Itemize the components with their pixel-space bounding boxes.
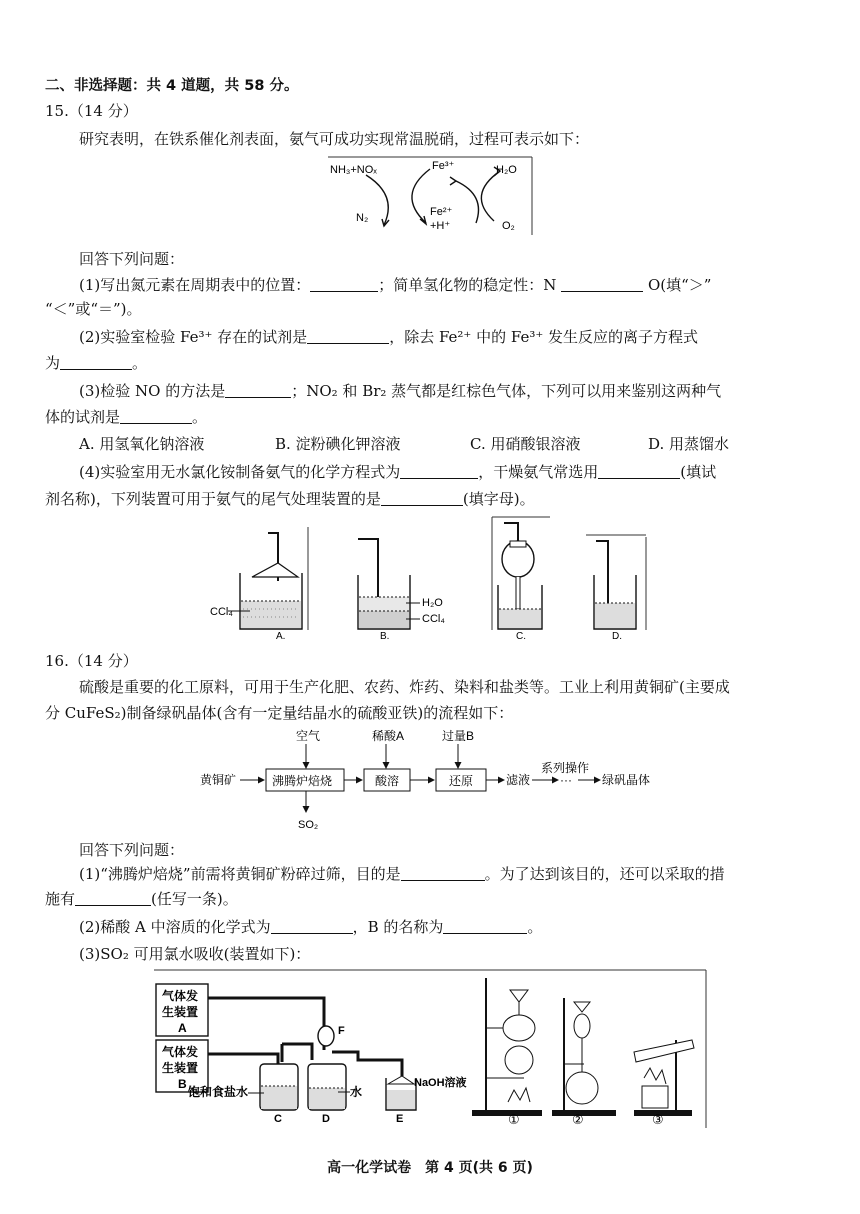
flow-reduce: 还原 [449,774,474,788]
gen-a-line1: 气体发 [162,989,199,1003]
section-title: 二、非选择题：共 4 道题，共 58 分。 [45,78,299,94]
q15-p2-text-a: (2)实验室检验 Fe³⁺ 存在的试剂是 [79,328,308,346]
flow-roast: 沸腾炉焙烧 [272,774,333,788]
answer-blank[interactable] [225,381,291,398]
flow-dots: ··· [560,773,572,787]
label-water: 水 [350,1085,363,1099]
q16-part2 [79,917,542,937]
q15-part3-line1 [79,381,721,401]
label-sat-nacl: 饱和食盐水 [188,1085,249,1099]
q16-part3: (3)SO₂ 可用氯水吸收(装置如下)： [79,945,311,963]
label-nh3-nox: NH₃+NOₓ [330,164,377,176]
label-ccl4-b: CCl₄ [422,613,445,625]
label-n1: ① [508,1112,520,1127]
q15-p3-text-a: (3)检验 NO 的方法是 [79,382,226,400]
q15-p2-text-b: ，除去 Fe²⁺ 中的 Fe³⁺ 发生反应的离子方程式 [389,328,699,346]
flow-acid-dissolve: 酸溶 [375,774,400,788]
gen-b-line2: 生装置 [162,1061,199,1075]
setup-2 [552,998,616,1127]
label-f: F [338,1025,345,1037]
answer-blank[interactable] [443,917,527,934]
answer-blank[interactable] [381,489,463,506]
label-fe2: Fe²⁺ [430,206,453,218]
label-h-plus: +H⁺ [430,220,451,232]
flow-so2: SO₂ [298,819,319,831]
label-n2: N₂ [356,212,369,224]
page-footer: 高一化学试卷 第 4 页(共 6 页) [327,1160,533,1176]
chlorine-water-apparatus-figure [152,968,708,1130]
flow-product: 绿矾晶体 [602,773,651,787]
q15-option-b: B. 淀粉碘化钾溶液 [275,435,401,453]
q16-intro-line2: 分 CuFeS₂)制备绿矾晶体(含有一定量结晶水的硫酸亚铁)的流程如下： [45,704,514,722]
label-e: E [396,1113,404,1125]
label-c: C [274,1113,282,1125]
setup-1 [472,978,542,1127]
q15-part4-line2 [45,489,535,509]
q16-intro-line1: 硫酸是重要的化工原料，可用于生产化肥、农药、炸药、染料和盐类等。工业上利用黄铜矿(主要成 [79,678,730,696]
q15-part4-line1 [79,462,716,482]
answer-blank[interactable] [598,462,680,479]
q16-p1-text-a: (1)“沸腾炉焙烧”前需将黄铜矿粉碎过筛，目的是 [79,865,401,883]
answer-blank[interactable] [310,275,378,292]
q16-part1-line2 [45,889,238,909]
gen-b-line3: B [178,1077,187,1091]
q15-p3-text-c: 体的试剂是 [45,408,121,426]
absorption-apparatus-figure [210,515,655,642]
answer-blank[interactable] [400,462,478,479]
apparatus-a [210,527,308,642]
q15-p1-text-d: “＜”或“＝”)。 [45,300,142,318]
label-ccl4-a: CCl₄ [210,606,233,618]
label-h2o-b: H₂O [422,597,443,609]
flow-series: 系列操作 [541,761,590,775]
flow-excess-b: 过量B [442,729,475,743]
q15-p1-text-a: (1)写出氮元素在周期表中的位置： [79,276,311,294]
q15-p2-text-c: 为 [45,354,61,372]
label-d: D. [612,631,622,642]
answer-blank[interactable] [60,353,132,370]
q15-p3-text-b: ；NO₂ 和 Br₂ 蒸气都是红棕色气体，下列可以用来鉴别这两种气 [291,382,722,400]
answer-blank[interactable] [561,275,643,292]
q16-answer-prompt: 回答下列问题： [79,841,185,859]
flow-ore: 黄铜矿 [200,773,237,787]
answer-blank[interactable] [75,889,151,906]
label-o2: O₂ [502,220,515,232]
gen-b-line1: 气体发 [162,1045,199,1059]
q15-part2-line1 [79,327,698,347]
q15-p3-text-d: 。 [192,408,208,426]
q15-intro: 研究表明，在铁系催化剂表面，氨气可成功实现常温脱硝，过程可表示如下： [79,130,590,148]
q16-p2-text-a: (2)稀酸 A 中溶质的化学式为 [79,918,271,936]
q15-part3-line2 [45,407,207,427]
label-h2o: H₂O [496,164,517,176]
q15-part1-line1 [79,275,711,295]
q16-p1-text-c: 施有 [45,890,76,908]
q15-p2-text-d: 。 [132,354,148,372]
label-n2: ② [572,1112,584,1127]
q15-answer-prompt: 回答下列问题： [79,250,185,268]
apparatus-c [492,517,550,642]
label-naoh: NaOH溶液 [414,1077,467,1089]
label-fe3: Fe³⁺ [432,160,455,172]
q15-p4-text-d: 剂名称)，下列装置可用于氨气的尾气处理装置的是 [45,490,381,508]
apparatus-d [586,535,646,642]
q15-p4-text-e: (填字母)。 [462,490,535,508]
catalytic-cycle-diagram [326,155,534,237]
q16-number: 16.（14 分） [45,652,138,670]
flow-air: 空气 [296,729,321,743]
q15-p4-text-b: ，干燥氨气常选用 [478,463,599,481]
q15-p1-text-c: O(填“＞” [647,276,712,294]
q15-p1-text-b: ；简单氢化物的稳定性：N [378,276,557,294]
q16-p1-text-b: 。为了达到该目的，还可以采取的措 [484,865,725,883]
q15-p4-text-a: (4)实验室用无水氯化铵制备氨气的化学方程式为 [79,463,401,481]
label-c: C. [516,631,526,642]
answer-blank[interactable] [307,327,389,344]
label-a: A. [276,631,286,642]
q16-p1-text-d: (任写一条)。 [151,890,238,908]
q16-p2-text-c: 。 [527,918,543,936]
q15-part2-line2 [45,353,147,373]
apparatus-b [358,539,445,642]
flow-filtrate: 滤液 [506,773,531,787]
answer-blank[interactable] [271,917,353,934]
process-flow-chart [196,726,676,834]
label-b: B. [380,631,390,642]
setup-3 [634,1040,694,1127]
q16-p2-text-b: ，B 的名称为 [352,918,444,936]
label-d: D [322,1113,330,1125]
flow-acid-a: 稀酸A [372,729,405,743]
q15-option-c: C. 用硝酸银溶液 [470,435,581,453]
answer-blank[interactable] [120,407,192,424]
q15-p4-text-c: (填试 [680,463,717,481]
q16-part1-line1 [79,864,725,884]
q15-option-a: A. 用氢氧化钠溶液 [79,435,205,453]
label-n3: ③ [652,1112,664,1127]
gen-a-line3: A [178,1021,187,1035]
gen-a-line2: 生装置 [162,1005,199,1019]
answer-blank[interactable] [401,864,485,881]
q15-number: 15.（14 分） [45,102,138,120]
q15-option-d: D. 用蒸馏水 [648,435,730,453]
